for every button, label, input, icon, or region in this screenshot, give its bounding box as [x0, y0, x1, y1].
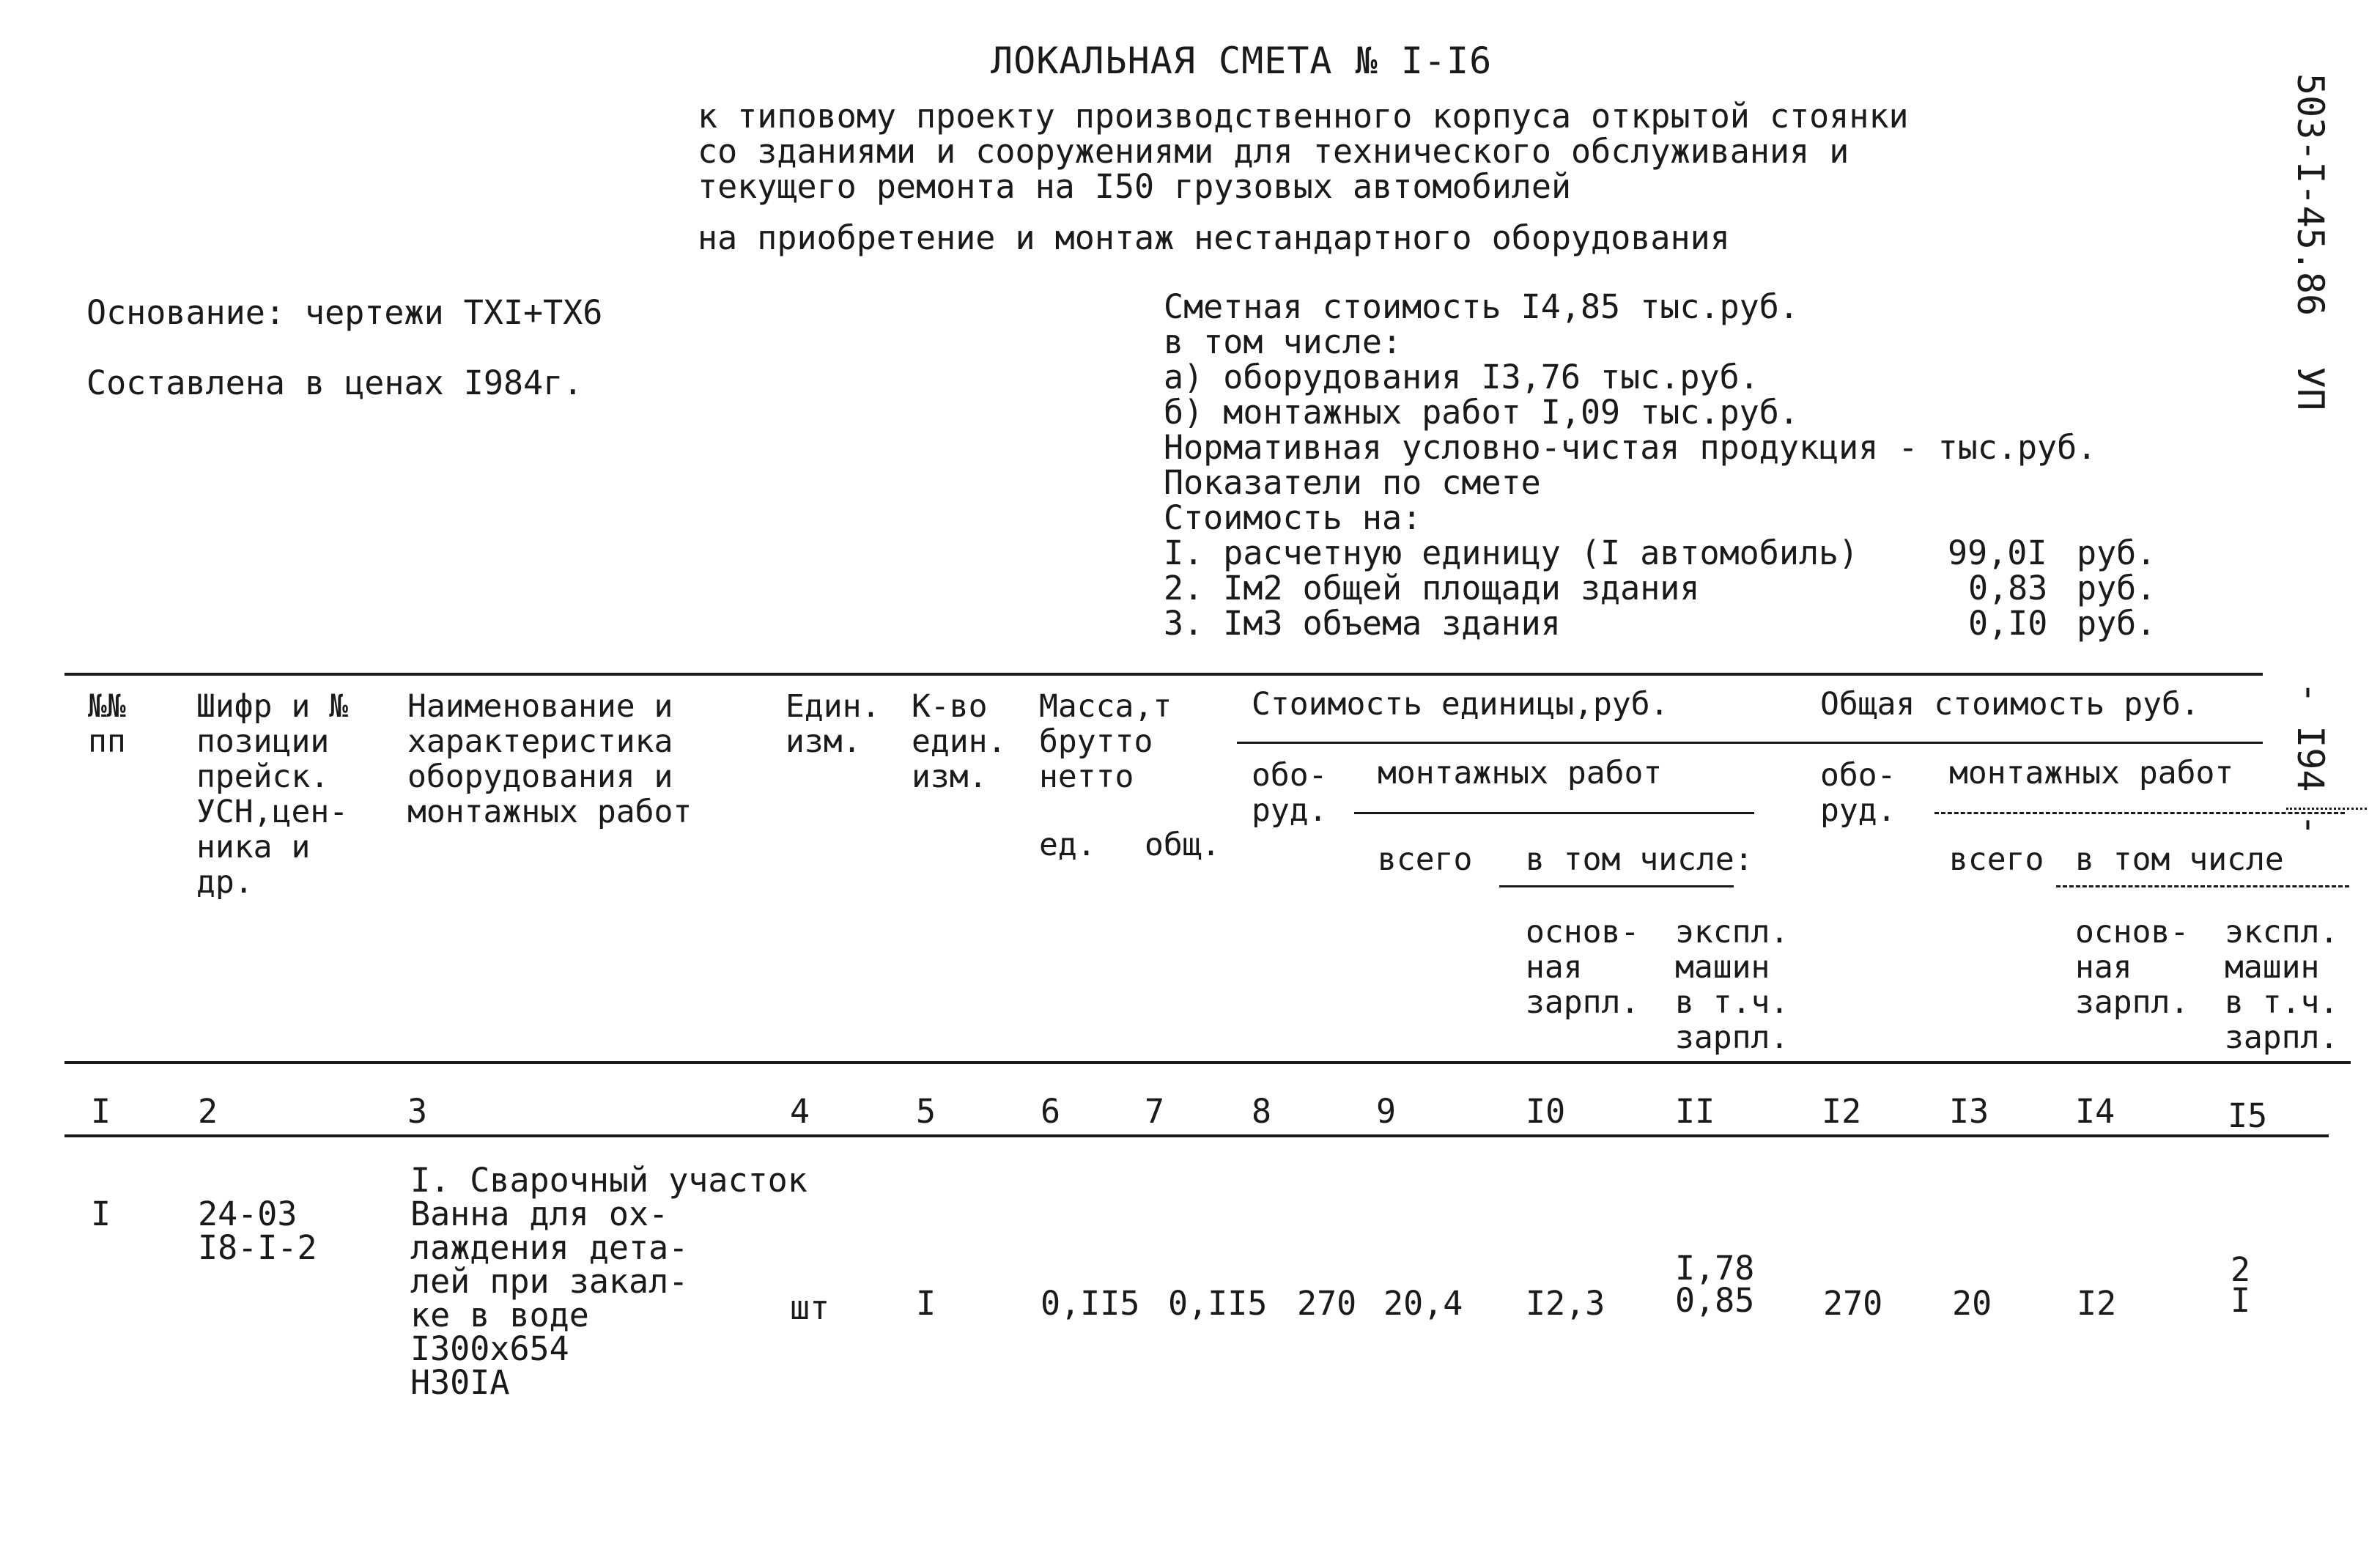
header-unit-equip: обо- руд.	[1252, 757, 1328, 829]
row-mass-unit: 0,II5	[1041, 1284, 1140, 1323]
header-total-equip: обо- руд.	[1820, 757, 1896, 829]
row-qty: I	[916, 1284, 936, 1323]
row-total-equip: 270	[1823, 1284, 1883, 1323]
table-header-bottom-rule	[64, 1061, 2351, 1064]
header-unit-cost: Стоимость единицы,руб.	[1252, 686, 1669, 723]
subtitle-line-1: к типовому проекту производственного корпуса открытой стоянки	[698, 97, 1909, 136]
header-unit-incl: в том числе:	[1526, 841, 1753, 878]
page-number: - I94 -	[2289, 682, 2332, 836]
basis-prices: Составлена в ценах I984г.	[86, 363, 583, 402]
column-number: I5	[2228, 1096, 2268, 1135]
row-total-install: 20	[1952, 1284, 1992, 1323]
header-unit-install: монтажных работ	[1378, 755, 1663, 791]
header-total-cost: Общая стоимость руб.	[1820, 686, 2200, 723]
equipment-cost: а) оборудования I3,76 тыс.руб.	[1164, 358, 1759, 396]
subtitle-line-3: текущего ремонта на I50 грузовых автомобилей	[698, 167, 1572, 206]
unit-incl-rule	[1499, 885, 1734, 887]
margin-dash	[2286, 808, 2367, 810]
section-title: I. Сварочный участок	[410, 1161, 808, 1200]
column-number: I4	[2075, 1092, 2115, 1131]
document-code: 503-I-45.86	[2289, 73, 2332, 317]
header-unit-mach: экспл. машин в т.ч. зарпл.	[1675, 914, 1789, 1056]
header-num: №№ пп	[88, 688, 126, 760]
indicator-item-value: 0,83	[1968, 569, 2048, 608]
total-install-rule	[1934, 812, 2345, 814]
indicator-item-value: 0,I0	[1968, 604, 2048, 643]
including-label: в том числе:	[1164, 322, 1402, 361]
row-unit-install-total: 20,4	[1383, 1284, 1463, 1323]
column-number: II	[1675, 1092, 1715, 1131]
column-number: I0	[1526, 1092, 1566, 1131]
unit-install-rule	[1354, 812, 1754, 814]
basis-drawings: Основание: чертежи ТХI+ТХ6	[86, 293, 603, 332]
column-numbers-rule	[64, 1134, 2329, 1137]
column-number: 3	[407, 1092, 428, 1131]
header-code: Шифр и № позиции прейск. УСН,цен- ника и др.	[196, 688, 349, 901]
indicators-label: Показатели по смете	[1164, 463, 1541, 502]
header-total-wage: основ- ная зарпл.	[2075, 914, 2189, 1021]
row-mass-total: 0,II5	[1168, 1284, 1268, 1323]
total-incl-rule	[2056, 885, 2349, 887]
column-number: 7	[1145, 1092, 1165, 1131]
row-name: Ванна для ох- лаждения дета- лей при закал- ке в воде I300х654 Н30IА	[410, 1195, 689, 1402]
indicator-item-unit: руб.	[2077, 534, 2157, 572]
row-unit-equip: 270	[1297, 1284, 1357, 1323]
row-num: I	[91, 1195, 111, 1233]
volume-label: УП	[2289, 366, 2332, 411]
indicator-item-unit: руб.	[2077, 569, 2157, 608]
column-number: I	[91, 1092, 111, 1131]
indicator-item-unit: руб.	[2077, 604, 2157, 643]
header-total-install: монтажных работ	[1949, 755, 2234, 791]
row-total-wage: I2	[2077, 1284, 2117, 1323]
column-number: 4	[790, 1092, 810, 1131]
row-unit-mach-wage: 0,85	[1675, 1281, 1755, 1320]
installation-cost: б) монтажных работ I,09 тыс.руб.	[1164, 393, 1799, 432]
row-total-mach-wage: I	[2231, 1281, 2251, 1320]
row-code: 24-03 I8-I-2	[198, 1195, 317, 1267]
header-mass-unit: ед.	[1039, 827, 1096, 863]
row-total-mach: 2	[2231, 1250, 2251, 1289]
header-unit-all: всего	[1378, 841, 1473, 878]
row-unit-mach: I,78	[1675, 1249, 1755, 1288]
header-total-mach: экспл. машин в т.ч. зарпл.	[2225, 914, 2339, 1056]
column-number: 5	[916, 1092, 936, 1131]
header-mass: Масса,т брутто нетто	[1039, 688, 1172, 795]
indicator-item-label: 2. Iм2 общей площади здания	[1164, 569, 1700, 608]
header-qty: К-во един. изм.	[912, 688, 1007, 795]
cost-group-rule	[1237, 742, 2263, 744]
header-name: Наименование и характеристика оборудования и монтажных работ	[407, 688, 692, 830]
column-number: I3	[1949, 1092, 1989, 1131]
indicator-item-label: I. расчетную единицу (I автомобиль)	[1164, 534, 1859, 572]
purpose-line: на приобретение и монтаж нестандартного оборудования	[698, 218, 1730, 257]
row-unit: шт	[790, 1288, 830, 1327]
indicator-item-value: 99,0I	[1948, 534, 2047, 572]
header-total-all: всего	[1949, 841, 2044, 878]
table-top-rule	[64, 673, 2263, 676]
normative-production: Нормативная условно-чистая продукция - тыс.руб.	[1164, 428, 2097, 467]
column-number: 6	[1041, 1092, 1061, 1131]
header-unit: Един. изм.	[786, 688, 881, 760]
page-title: ЛОКАЛЬНАЯ СМЕТА № I-I6	[991, 40, 1493, 82]
cost-per-label: Стоимость на:	[1164, 498, 1422, 537]
header-mass-total: общ.	[1145, 827, 1221, 863]
header-unit-wage: основ- ная зарпл.	[1526, 914, 1640, 1021]
subtitle-line-2: со зданиями и сооружениями для технического обслуживания и	[698, 132, 1849, 171]
header-total-incl: в том числе	[2075, 841, 2284, 878]
column-number: 2	[198, 1092, 218, 1131]
column-number: 8	[1252, 1092, 1272, 1131]
estimate-cost: Сметная стоимость I4,85 тыс.руб.	[1164, 287, 1799, 326]
row-unit-wage: I2,3	[1526, 1284, 1605, 1323]
column-number: I2	[1822, 1092, 1862, 1131]
indicator-item-label: 3. Iм3 объема здания	[1164, 604, 1561, 643]
column-number: 9	[1376, 1092, 1397, 1131]
